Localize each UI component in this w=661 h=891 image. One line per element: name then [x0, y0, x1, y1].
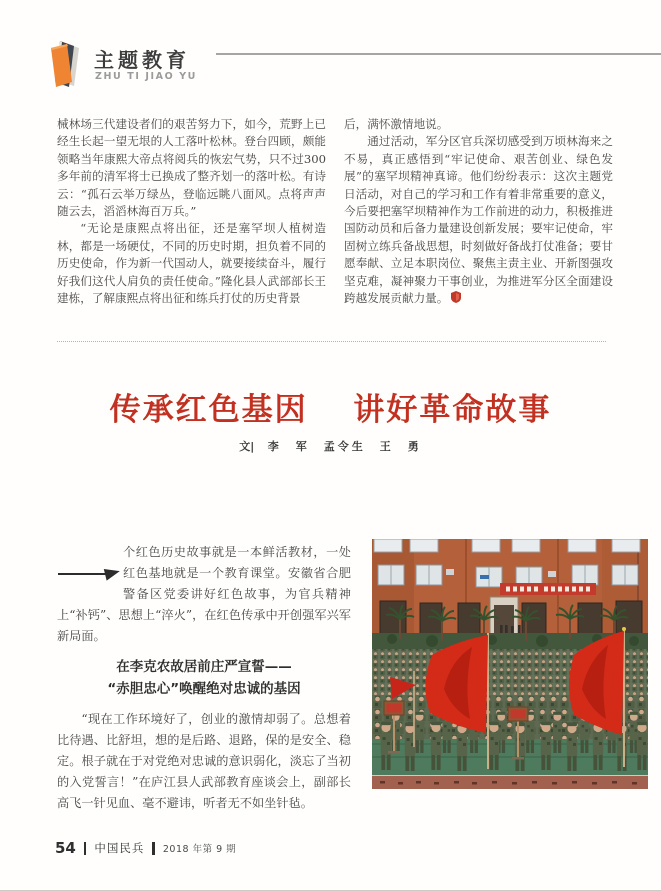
- section-title: 主题教育: [94, 48, 190, 72]
- books-icon: [48, 40, 86, 90]
- formation-photo: [372, 539, 648, 789]
- article-lead-column: [57, 542, 351, 814]
- article-end-shield-icon: [451, 291, 461, 303]
- footer-separator: [152, 842, 155, 855]
- lead-text: 个红色历史故事就是一本鲜活教材，一处红色基地就是一个教育课堂。安徽省合肥警备区党委讲好红色故事，为官兵精神上“补钙”、思想上“淬火”，在红色传承中开创强军兴军新局面。: [57, 545, 351, 643]
- paragraph: 后，满怀激情地说。: [344, 117, 449, 131]
- header-rule: [216, 53, 661, 55]
- paragraph: 械林场三代建设者们的艰苦努力下，如今，荒野上已经生长起一望无垠的人工落叶松林。登台四顾，颇能领略当年康熙大帝点将阅兵的恢宏气势，只不过300多年前的清军将士已换成了整齐划一的落叶松。有诗云：“孤石云举万绿丛，登临远眺八面风。点将声声随云去，滔滔林海百万兵。”: [57, 117, 326, 219]
- heading-line1: 在李克农故居前庄严宣誓——: [116, 659, 292, 675]
- byline: [0, 438, 661, 454]
- top-article: [57, 116, 613, 307]
- dotted-divider: [57, 341, 606, 342]
- paved-strip: [372, 776, 648, 789]
- drop-cap-arrow: [57, 542, 123, 605]
- issue-label: 2018 年第 9 期: [162, 844, 237, 855]
- paragraph: [344, 133, 613, 307]
- section-subtitle: ZHU TI JIAO YU: [95, 71, 197, 82]
- page-footer: [55, 839, 236, 857]
- article-title: 传承红色基因 讲好革命故事: [109, 392, 552, 428]
- authors: 李 军 孟令生 王 勇: [267, 440, 422, 453]
- heading-line2: “赤胆忠心”唤醒绝对忠诚的基因: [107, 681, 301, 697]
- arrow-line: [58, 573, 110, 575]
- page-number: 54: [55, 839, 76, 857]
- footer-separator: [84, 842, 87, 855]
- magazine-name: 中国民兵: [94, 841, 145, 855]
- top-left-column: [57, 116, 326, 307]
- paragraph: “无论是康熙点将出征，还是塞罕坝人植树造林，都是一场硬仗，不同的历史时期，担负着不同的历史使命，作为新一代国动人，就要接续奋斗，履行好我们这代人肩负的责任使命。”隆化县人武部部长王建栋，了解康熙点将出征和练兵打仗的历史背景: [57, 221, 326, 306]
- lead-paragraph: [57, 542, 351, 647]
- red-banner: [500, 583, 596, 595]
- section-heading: [57, 656, 351, 700]
- byline-prefix: 文|: [239, 440, 255, 453]
- paragraph-text: 通过活动，军分区官兵深切感受到万顷林海来之不易，真正感悟到“牢记使命、艰苦创业、绿色发展”的塞罕坝精神真谛。他们纷纷表示：这次主题党日活动，对自己的学习和工作有着非常重要的意义，今后要把塞罕坝精神作为工作前进的动力，积极推进国防动员和后备力量建设创新发展；要牢记使命，牢固树立练兵备战思想，时刻做好备战打仗准备；要甘愿奉献、立足本职岗位、聚焦主责主业、开新图强攻坚克难，凝神聚力干事创业，为推进军分区全面建设跨越发展贡献力量。: [344, 134, 613, 306]
- body-paragraph: “现在工作环境好了，创业的激情却弱了。总想着比待遇、比舒坦，想的是后路、退路，保的是安全、稳定。根子就在于对党绝对忠诚的意识弱化，淡忘了当初的入党誓言！”在庐江县人武部教育座谈会上，副部长高飞一针见血、毫不避讳，听者无不如坐针毡。: [57, 712, 351, 810]
- top-right-column: [344, 116, 613, 307]
- arrow-head-icon: [104, 565, 121, 580]
